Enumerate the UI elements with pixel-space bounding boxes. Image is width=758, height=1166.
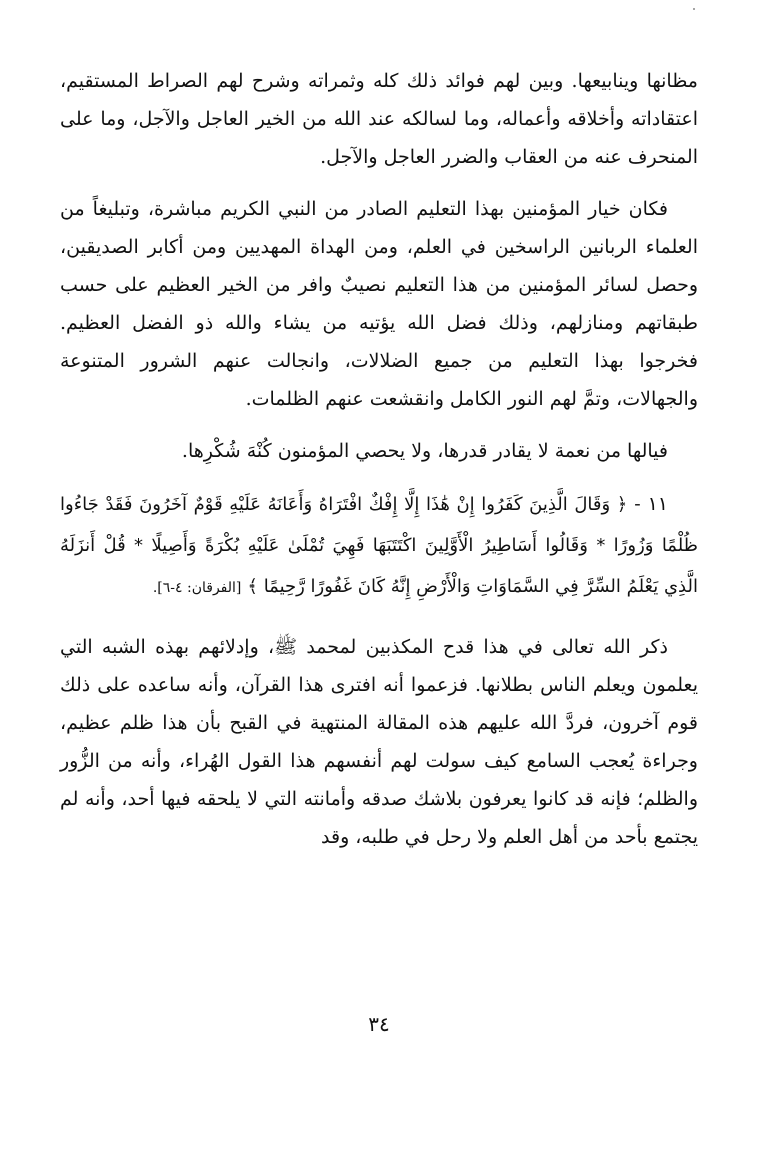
quran-verse-text: ﴿ وَقَالَ الَّذِينَ كَفَرُوا إِنْ هَٰذَا إِلَّا إِفْكٌ افْتَرَاهُ وَأَعَانَهُ عَلَيْهِ قَوْمٌ آخَرُونَ فَقَدْ جَاءُوا ظُلْمًا وَزُورًا * وَقَالُوا أَسَاطِيرُ الْأَوَّلِينَ اكْتَتَبَهَا فَهِيَ تُمْلَىٰ عَلَيْهِ بُكْرَةً وَأَصِيلًا * قُلْ أَنزَلَهُ الَّذِي يَعْلَمُ السِّرَّ فِي السَّمَاوَاتِ وَالْأَرْضِ إِنَّهُ كَانَ غَفُورًا رَّحِيمًا ﴾	[60, 494, 698, 597]
surah-reference: [الفرقان: ٤-٦].	[152, 580, 242, 596]
paragraph-3: فيالها من نعمة لا يقادر قدرها، ولا يحصي المؤمنون كُنْهَ شُكْرِها.	[181, 440, 668, 462]
page-number: ٣٤	[368, 1012, 390, 1036]
verse-item-number: ١١ -	[634, 493, 668, 515]
page-body	[60, 62, 698, 870]
quran-verse-block	[60, 484, 698, 608]
paragraph-2: فكان خيار المؤمنين بهذا التعليم الصادر من النبي الكريم مباشرة، وتبليغاً من العلماء الربانين الراسخين في العلم، ومن الهداة المهديين ومن أكابر الصديقين، وحصل لسائر المؤمنين من هذا التعليم نصيبٌ وافر من الخير العظيم على حسب طبقاتهم ومنازلهم، وذلك فضل الله يؤتيه من يشاء والله ذو الفضل العظيم. فخرجوا بهذا التعليم من جميع الضلالات، وانجالت عنهم الشرور المتنوعة والجهالات، وتمَّ لهم النور الكامل وانقشعت عنهم الظلمات.	[60, 198, 698, 410]
scan-speck	[693, 8, 695, 10]
paragraph-1: مظانها وينابيعها. وبين لهم فوائد ذلك كله وثمراته وشرح لهم الصراط المستقيم، اعتقاداته وأخلاقه وأعماله، وما لسالكه عند الله من الخير العاجل والآجل، وما على المنحرف عنه من العقاب والضرر العاجل والآجل.	[60, 70, 698, 168]
paragraph-4: ذكر الله تعالى في هذا قدح المكذبين لمحمد ﷺ، وإدلائهم بهذه الشبه التي يعلمون ويعلم الناس بطلانها. فزعموا أنه افترى هذا القرآن، وأنه ساعده على ذلك قوم آخرون، فردَّ الله عليهم هذه المقالة المنتهية في القبح بأن هذا ظلم عظيم، وجراءة يُعجب السامع كيف سولت لهم أنفسهم هذا القول الهُراء، وأنه من الزُّور والظلم؛ فإنه قد كانوا يعرفون بلاشك صدقه وأمانته التي لا يلحقه فيها أحد، وأنه لم يجتمع بأحد من أهل العلم ولا رحل في طلبه، وقد	[60, 636, 698, 848]
